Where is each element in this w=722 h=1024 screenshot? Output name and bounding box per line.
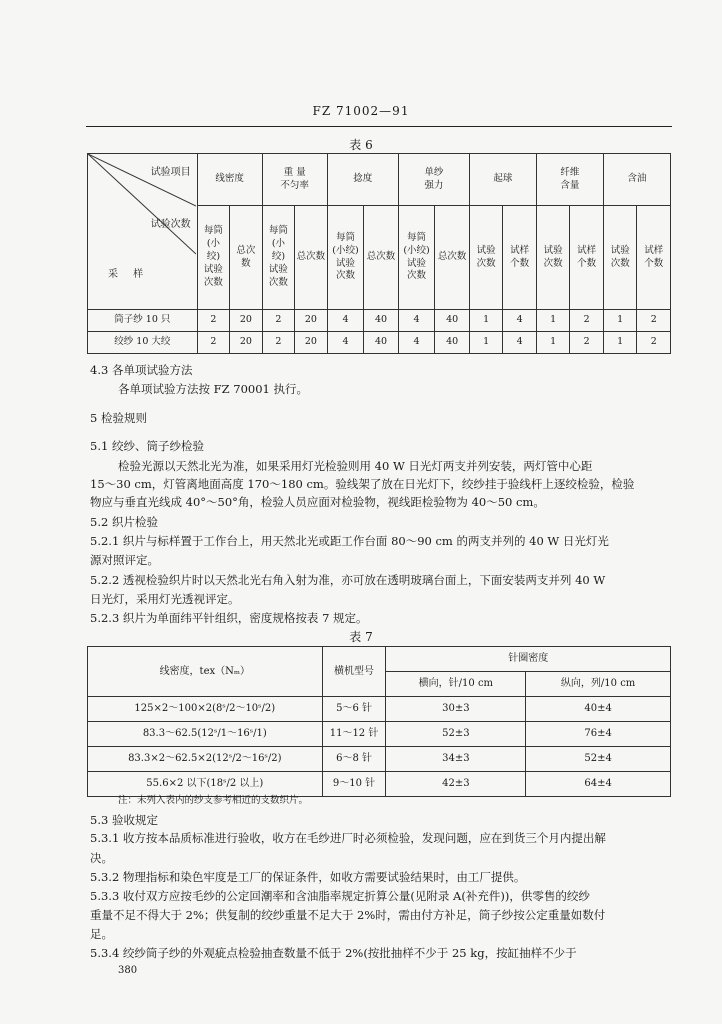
subheader-cell: 每筒 (小 绞) 试验 次数 — [197, 206, 230, 310]
subheader-cell: 试验 次数 — [469, 206, 503, 310]
table-cell: 1 — [469, 310, 503, 332]
paragraph-line: 15～30 cm，灯管离地面高度 170～180 cm。验线架了放在日光灯下，绞纱挂于验线杆上逐绞检验，检验 — [90, 477, 635, 491]
paragraph-line: 5.3.3 收付双方应按毛纱的公定回潮率和含油脂率规定折算公量(见附录 A(补充件))，供零售的绞纱 — [90, 889, 590, 903]
col-header-vertical: 纵向，列/10 cm — [526, 672, 671, 697]
corner-label-sampling: 采 样 — [108, 269, 150, 280]
table-cell: 4 — [327, 310, 364, 332]
group-header-twist: 捻度 — [327, 154, 398, 206]
paragraph-line: 足。 — [90, 927, 113, 941]
table-cell: 20 — [295, 310, 328, 332]
table-cell: 42±3 — [386, 772, 526, 797]
table-row — [88, 747, 671, 772]
table-cell: 2 — [637, 332, 671, 354]
table-cell: 2 — [262, 332, 295, 354]
subheader-cell: 总次数 — [435, 206, 470, 310]
section-4-3-title: 4.3 各单项试验方法 — [90, 363, 193, 377]
table-row — [88, 697, 671, 722]
group-header-fiber-content: 纤维 含量 — [536, 154, 603, 206]
table-cell: 76±4 — [526, 722, 671, 747]
paragraph-line: 重量不足不得大于 2%；供复制的绞纱重量不足大于 2%时，需由付方补足，筒子纱按公定重量如数付 — [90, 908, 606, 922]
table-cell: 2 — [262, 310, 295, 332]
table-cell: 6～8 针 — [322, 747, 386, 772]
corner-label-items: 试验项目 — [150, 167, 191, 178]
table-row — [88, 310, 671, 332]
paragraph-line: 5.3.2 物理指标和染色牢度是工厂的保证条件，如收方需要试验结果时，由工厂提供。 — [90, 870, 526, 884]
subheader-cell: 每筒 (小绞) 试验 次数 — [327, 206, 364, 310]
subheader-cell: 每筒 (小 绞) 试验 次数 — [262, 206, 295, 310]
table-7 — [87, 646, 671, 797]
row-label: 绞纱 10 大绞 — [88, 332, 198, 354]
table-cell: 34±3 — [386, 747, 526, 772]
section-5-2-title: 5.2 织片检验 — [90, 515, 158, 529]
table7-note: 注：未列入表内的纱支参考相近的支数织片。 — [118, 795, 309, 806]
subheader-cell: 总次数 — [295, 206, 328, 310]
page-number: 380 — [118, 965, 138, 976]
table-cell: 20 — [230, 332, 263, 354]
section-5-title: 5 检验规则 — [90, 411, 147, 425]
paragraph-line: 决。 — [90, 851, 113, 865]
table6-corner-cell — [88, 154, 198, 310]
table-cell: 1 — [469, 332, 503, 354]
section-4-3-body: 各单项试验方法按 FZ 70001 执行。 — [118, 382, 309, 396]
paragraph-line: 5.2.3 织片为单面纬平针组织，密度规格按表 7 规定。 — [90, 611, 368, 625]
table-cell: 40 — [435, 332, 470, 354]
col-header-stitch-density: 针圈密度 — [386, 647, 671, 672]
table-cell: 2 — [197, 310, 230, 332]
group-header-linear-density: 线密度 — [197, 154, 262, 206]
table7-caption: 表 7 — [349, 630, 373, 644]
row-label: 筒子纱 10 只 — [88, 310, 198, 332]
col-header-density: 线密度，tex（Nₘ） — [88, 647, 323, 697]
paragraph-line: 5.3.1 收方按本品质标准进行验收，收方在毛纱进厂时必须检验，发现问题，应在到货三个月内提出解 — [90, 831, 606, 845]
header-rule — [86, 126, 672, 127]
subheader-cell: 试验 次数 — [603, 206, 637, 310]
table-cell: 40 — [364, 332, 399, 354]
group-header-single-strength: 单纱 强力 — [398, 154, 469, 206]
table-cell: 52±3 — [386, 722, 526, 747]
table-cell: 20 — [295, 332, 328, 354]
running-header: FZ 71002—91 — [312, 104, 410, 118]
table-cell: 4 — [398, 310, 435, 332]
paragraph-line: 物应与垂直光线成 40°～50°角，检验人员应面对检验物，视线距检验物为 40～50 cm。 — [90, 495, 545, 509]
table-cell: 9～10 针 — [322, 772, 386, 797]
table-cell: 83.3×2～62.5×2(12ˢ/2～16ˢ/2) — [88, 747, 323, 772]
table-cell: 4 — [503, 332, 537, 354]
table-cell: 2 — [637, 310, 671, 332]
table-cell: 4 — [327, 332, 364, 354]
group-header-pilling: 起球 — [469, 154, 536, 206]
table-cell: 40 — [364, 310, 399, 332]
table-cell: 5～6 针 — [322, 697, 386, 722]
table-cell: 11～12 针 — [322, 722, 386, 747]
section-5-3-title: 5.3 验收规定 — [90, 813, 158, 827]
subheader-cell: 试验 次数 — [536, 206, 570, 310]
subheader-cell: 试样 个数 — [570, 206, 604, 310]
subheader-cell: 试样 个数 — [637, 206, 671, 310]
section-5-1-title: 5.1 绞纱、筒子纱检验 — [90, 439, 204, 453]
subheader-cell: 总次数 — [364, 206, 399, 310]
table-cell: 1 — [603, 332, 637, 354]
table-cell: 4 — [503, 310, 537, 332]
table-row — [88, 722, 671, 747]
table-cell: 1 — [536, 332, 570, 354]
table-cell: 83.3～62.5(12ˢ/1～16ˢ/1) — [88, 722, 323, 747]
table-6 — [87, 153, 671, 354]
table-row — [88, 332, 671, 354]
table-cell: 2 — [570, 310, 604, 332]
table-cell: 20 — [230, 310, 263, 332]
table-cell: 40±4 — [526, 697, 671, 722]
col-header-horizontal: 横向，针/10 cm — [386, 672, 526, 697]
paragraph-line: 5.3.4 绞纱筒子纱的外观疵点检验抽查数量不低于 2%(按批抽样不少于 25 kg，按缸抽样不少于 — [90, 946, 577, 960]
table-cell: 2 — [197, 332, 230, 354]
col-header-machine: 横机型号 — [322, 647, 386, 697]
paragraph-line: 源对照评定。 — [90, 553, 159, 567]
table-cell: 40 — [435, 310, 470, 332]
paragraph-line: 5.2.2 透视检验织片时以天然北光右角入射为准，亦可放在透明玻璃台面上，下面安装两支并列 40 W — [90, 573, 606, 587]
subheader-cell: 每筒 (小绞) 试验 次数 — [398, 206, 435, 310]
table-cell: 52±4 — [526, 747, 671, 772]
group-header-weight-variation: 重 量 不匀率 — [262, 154, 327, 206]
corner-label-count: 试验次数 — [150, 219, 191, 230]
paragraph-line: 5.2.1 织片与标样置于工作台上，用天然北光或距工作台面 80～90 cm 的两支并列的 40 W 日光灯光 — [90, 534, 609, 548]
table-cell: 1 — [603, 310, 637, 332]
group-header-oil-content: 含油 — [603, 154, 670, 206]
table6-caption: 表 6 — [349, 138, 373, 152]
table-cell: 55.6×2 以下(18ˢ/2 以上) — [88, 772, 323, 797]
paragraph-line: 检验光源以天然北光为准，如果采用灯光检验则用 40 W 日光灯两支并列安装，两灯管中心距 — [118, 459, 593, 473]
table-cell: 30±3 — [386, 697, 526, 722]
table-cell: 2 — [570, 332, 604, 354]
subheader-cell: 总次 数 — [230, 206, 263, 310]
table-cell: 1 — [536, 310, 570, 332]
table-cell: 4 — [398, 332, 435, 354]
table-cell: 64±4 — [526, 772, 671, 797]
table-cell: 125×2～100×2(8ˢ/2～10ˢ/2) — [88, 697, 323, 722]
paragraph-line: 日光灯，采用灯光透视评定。 — [90, 592, 240, 606]
subheader-cell: 试样 个数 — [503, 206, 537, 310]
